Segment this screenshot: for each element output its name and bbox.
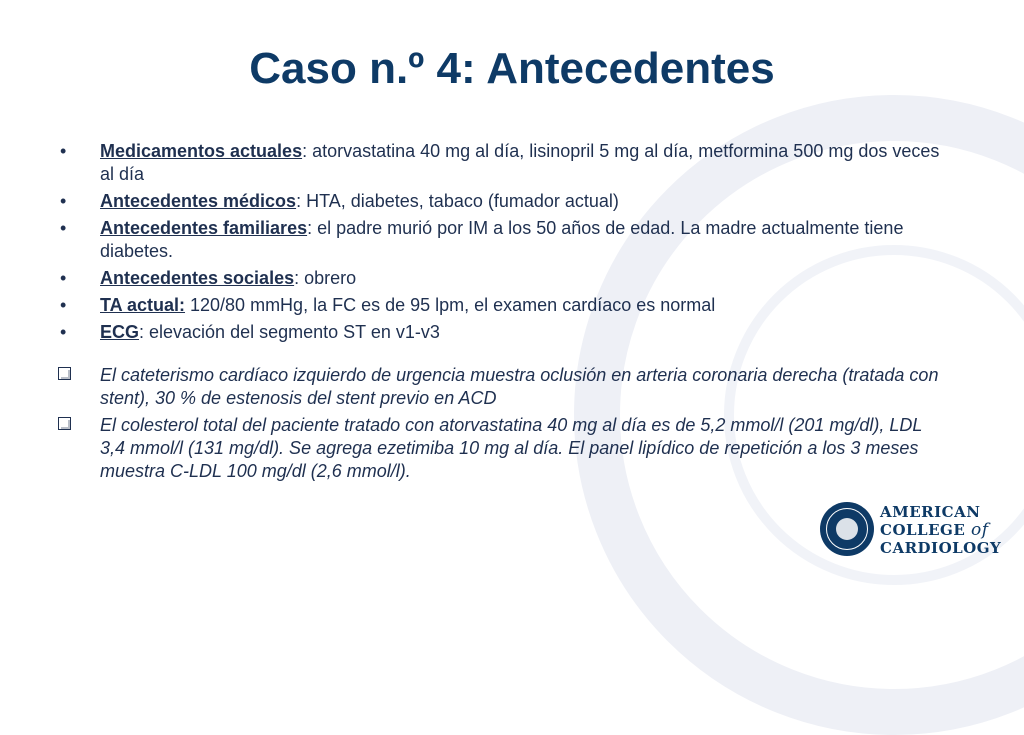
finding-catheterization	[56, 364, 946, 410]
logo-word-of: of	[971, 520, 989, 540]
bullet-ecg	[56, 321, 946, 344]
bullet-family-history	[56, 217, 946, 263]
bullet-text: : HTA, diabetes, tabaco (fumador actual)	[296, 191, 619, 211]
checkbox-bullet-icon	[58, 417, 71, 430]
bullet-dot: •	[60, 141, 67, 161]
bullet-dot: •	[60, 218, 67, 238]
logo-line-cardiology: CARDIOLOGY	[880, 539, 1002, 557]
bullet-dot: •	[60, 295, 67, 315]
bullet-label: Antecedentes familiares	[100, 218, 308, 238]
bullet-dot: •	[60, 268, 67, 288]
finding-text: El cateterismo cardíaco izquierdo de urgencia muestra oclusión en arteria coronaria derecha (tratada con stent), 30 % de estenosis del stent previo en ACD	[100, 365, 939, 408]
acc-logo-text	[880, 503, 1001, 557]
bullet-text: : obrero	[294, 268, 357, 288]
acc-seal-icon	[820, 502, 874, 556]
bullet-social-history	[56, 267, 946, 290]
slide-title: Caso n.º 4: Antecedentes	[249, 44, 775, 93]
finding-cholesterol	[56, 414, 946, 483]
history-bullet-list	[56, 140, 946, 344]
bullet-text: 120/80 mmHg, la FC es de 95 lpm, el examen cardíaco es normal	[185, 295, 716, 315]
bullet-text: : atorvastatina 40 mg al día, lisinopril 5 mg al día, metformina 500 mg dos veces al día	[100, 141, 940, 184]
finding-text: El colesterol total del paciente tratado con atorvastatina 40 mg al día es de 5,2 mmol/l (201 mg/dl), LDL 3,4 mmol/l (131 mg/dl). Se agrega ezetimiba 10 mg al día. El panel lipídico de repetición a los 3 meses muestra C-LDL 100 mg/dl (2,6 mmol/l).	[100, 415, 923, 481]
bullet-label: Antecedentes sociales	[100, 268, 295, 288]
bullet-medical-history	[56, 190, 946, 213]
logo-line-college	[880, 521, 1001, 539]
bullet-current-bp	[56, 294, 946, 317]
bullet-text: : elevación del segmento ST en v1-v3	[139, 322, 440, 342]
checkbox-bullet-icon	[58, 367, 71, 380]
bullet-label: TA actual:	[100, 295, 186, 315]
bullet-dot: •	[60, 191, 67, 211]
slide-content	[56, 140, 946, 487]
bullet-label: ECG	[100, 322, 140, 342]
bullet-dot: •	[60, 322, 67, 342]
bullet-label: Medicamentos actuales	[100, 141, 303, 161]
logo-line-american: AMERICAN	[880, 503, 981, 521]
bullet-medications	[56, 140, 946, 186]
bullet-label: Antecedentes médicos	[100, 191, 297, 211]
acc-logo	[820, 500, 1010, 560]
logo-word-college: COLLEGE	[880, 521, 966, 539]
bullet-text: : el padre murió por IM a los 50 años de edad. La madre actualmente tiene diabetes.	[100, 218, 904, 261]
findings-checkbox-list	[56, 364, 946, 483]
